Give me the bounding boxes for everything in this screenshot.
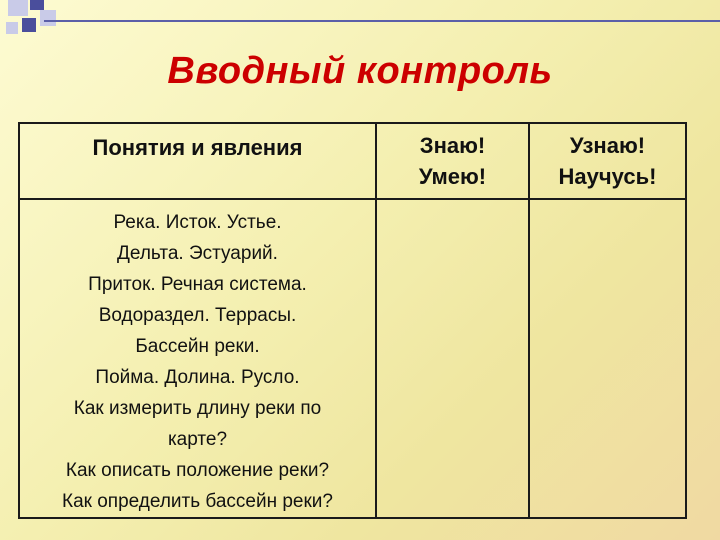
table-header-row [19, 123, 686, 199]
header-learn [529, 123, 686, 199]
header-know-line-2: Умею! [418, 164, 487, 189]
concept-line: карте? [167, 429, 228, 450]
concept-line: Как описать положение реки? [65, 460, 330, 481]
header-learn-line-2: Научусь! [558, 164, 657, 189]
know-cell [376, 199, 529, 518]
concepts-cell [19, 199, 376, 518]
header-concepts [19, 123, 376, 199]
concept-line: Пойма. Долина. Русло. [95, 367, 300, 388]
concept-line: Приток. Речная система. [88, 274, 307, 295]
learn-cell [529, 199, 686, 518]
slide-title: Вводный контроль [167, 50, 553, 92]
concept-line: Река. Исток. Устье. [113, 212, 282, 233]
header-learn-line-1: Узнаю! [569, 133, 646, 158]
concepts-table [18, 122, 687, 519]
concept-line: Водораздел. Террасы. [98, 305, 297, 326]
header-concepts-label: Понятия и явления [92, 135, 303, 160]
header-know [376, 123, 529, 199]
concept-line: Как определить бассейн реки? [62, 491, 333, 512]
concept-line: Дельта. Эстуарий. [117, 243, 278, 264]
concept-line: Бассейн реки. [135, 336, 260, 357]
header-rule [44, 20, 720, 22]
header-know-line-1: Знаю! [419, 133, 486, 158]
table-body-row [19, 199, 686, 518]
concept-line: Как измерить длину реки по [73, 398, 322, 419]
